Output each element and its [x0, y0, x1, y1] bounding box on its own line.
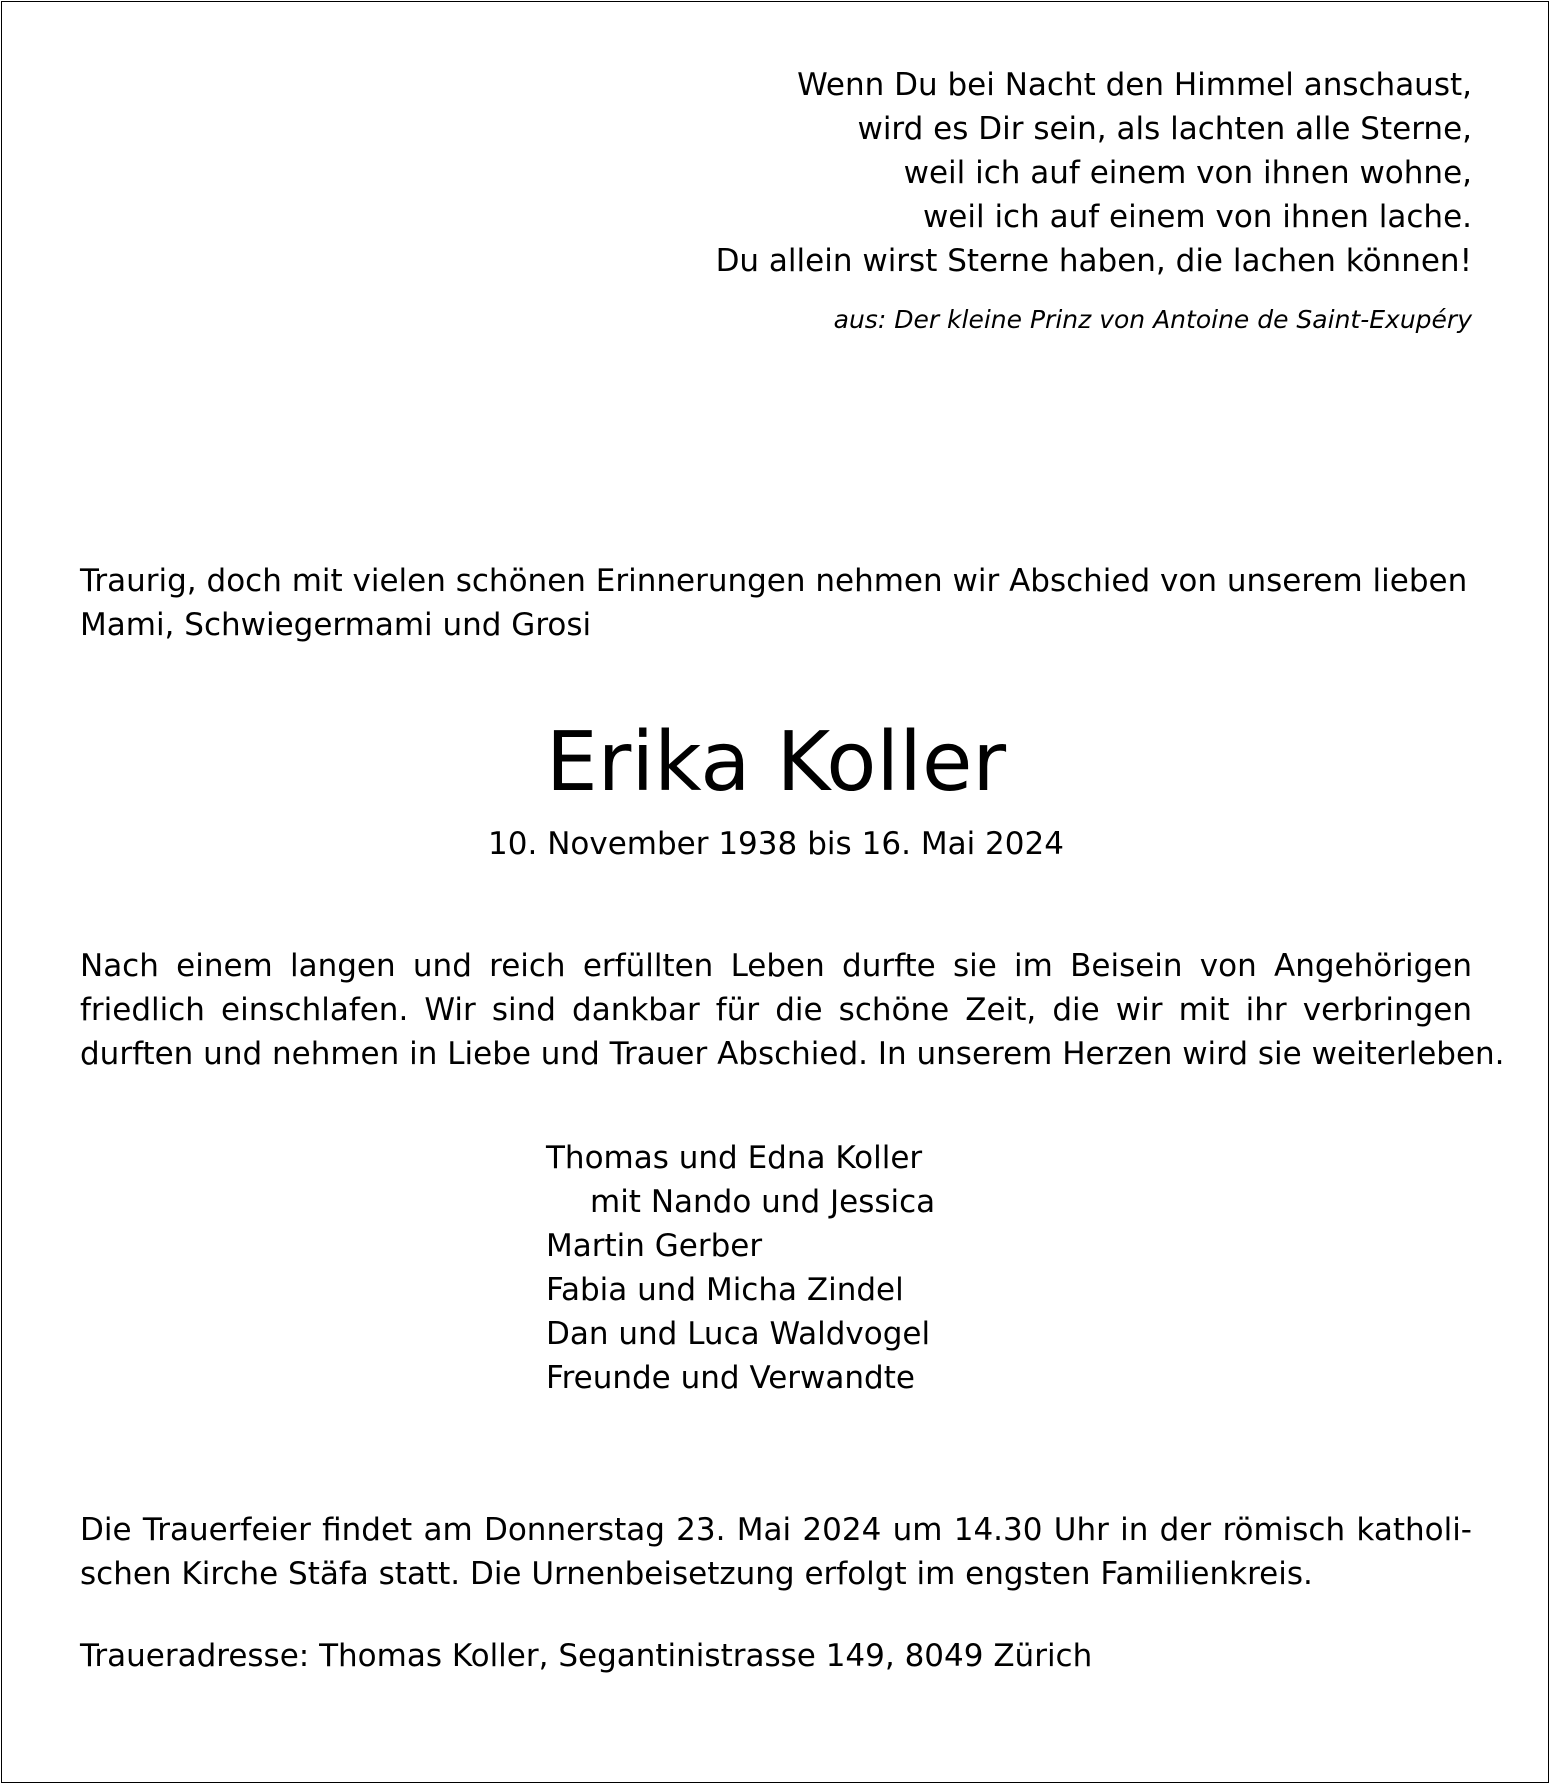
deceased-name: Erika Koller — [545, 715, 1007, 810]
ceremony-info — [80, 1508, 1472, 1596]
ceremony-line: schen Kirche Stäfa statt. Die Urnenbeisetzung erfolgt im engsten Familienkreis. — [80, 1556, 1313, 1592]
poem-line: weil ich auf einem von ihnen wohne, — [903, 155, 1472, 191]
poem-source: aus: Der kleine Prinz von Antoine de Saint-Exupéry — [833, 305, 1472, 334]
mourner-entry: Freunde und Verwandte — [546, 1360, 915, 1396]
death-date: 16. Mai 2024 — [861, 826, 1064, 862]
birth-date: 10. November 1938 — [488, 826, 798, 862]
mourner-entry: Dan und Luca Waldvogel — [546, 1316, 931, 1352]
mourners-list — [546, 1136, 935, 1400]
message-line: durften und nehmen in Liebe und Trauer Abschied. In unserem Herzen wird sie weiterleben. — [80, 1036, 1505, 1072]
poem-line: wird es Dir sein, als lachten alle Sterne, — [857, 111, 1472, 147]
intro-line: Traurig, doch mit vielen schönen Erinnerungen nehmen wir Abschied von unserem lieben — [80, 563, 1468, 599]
poem-line: Wenn Du bei Nacht den Himmel anschaust, — [797, 67, 1472, 103]
mourner-entry: Fabia und Micha Zindel — [546, 1272, 904, 1308]
message-line: friedlich einschlafen. Wir sind dankbar für die schöne Zeit, die wir mit ihr verbringen — [80, 992, 1472, 1028]
mourner-entry: Thomas und Edna Koller — [546, 1140, 923, 1176]
mourner-entry: mit Nando und Jessica — [590, 1184, 936, 1220]
intro-text — [80, 559, 1472, 647]
intro-line: Mami, Schwiegermami und Grosi — [80, 607, 592, 643]
message-text — [80, 944, 1505, 1076]
poem — [716, 63, 1472, 283]
poem-line: weil ich auf einem von ihnen lache. — [922, 199, 1472, 235]
life-dates — [0, 822, 1552, 866]
mourning-address: Traueradresse: Thomas Koller, Segantinistrasse 149, 8049 Zürich — [80, 1638, 1093, 1674]
message-line: Nach einem langen und reich erfüllten Leben durfte sie im Beisein von Angehörigen — [80, 948, 1472, 984]
mourner-entry: Martin Gerber — [546, 1228, 763, 1264]
poem-line: Du allein wirst Sterne haben, die lachen können! — [715, 243, 1472, 279]
ceremony-line: Die Trauerfeier findet am Donnerstag 23. Mai 2024 um 14.30 Uhr in der römisch katholi- — [80, 1512, 1472, 1548]
date-separator: bis — [807, 826, 852, 862]
